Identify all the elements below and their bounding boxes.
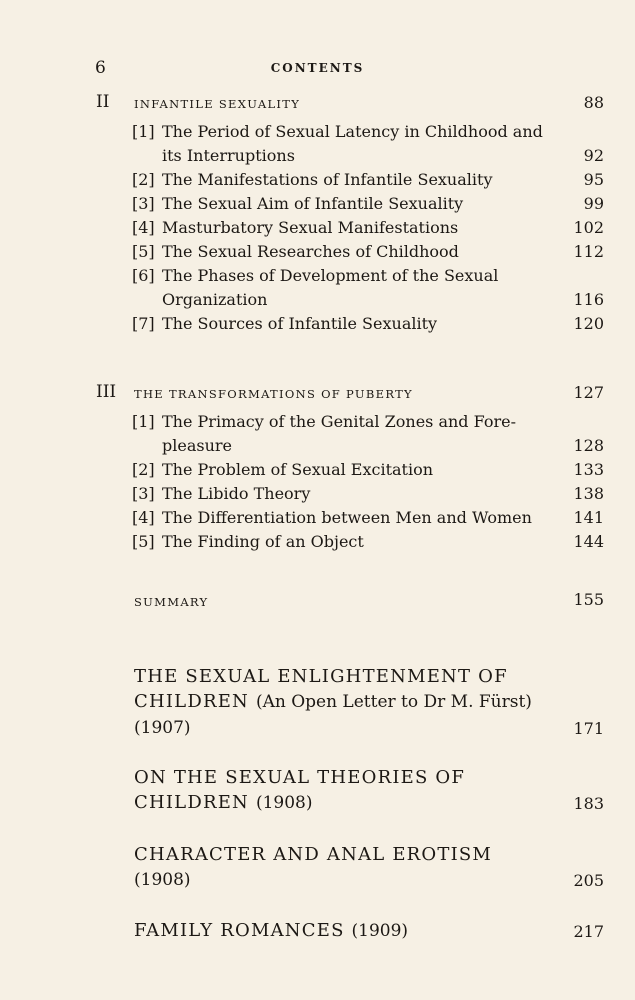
- part-page: 88: [583, 93, 604, 112]
- summary-entry: [134, 590, 604, 614]
- entry-title: Masturbatory Sexual Manifestations: [162, 218, 459, 237]
- entry-number: [5]: [132, 532, 155, 551]
- entry-page: 102: [573, 218, 604, 237]
- work-entry: [134, 664, 604, 741]
- toc-entry: [96, 168, 604, 192]
- work-subtitle: (1908): [255, 793, 313, 813]
- work-title: FAMILY ROMANCES: [134, 920, 345, 941]
- part-iii-entries: [96, 410, 604, 554]
- entry-page: 112: [573, 242, 604, 261]
- entry-number: [4]: [132, 508, 155, 527]
- entry-title: The Finding of an Object: [162, 532, 364, 551]
- toc-entry: [96, 506, 604, 530]
- part-ii-entries: [96, 120, 604, 336]
- page-number: 6: [95, 58, 106, 78]
- toc-entry: [96, 216, 604, 240]
- part-numeral: III: [96, 382, 117, 402]
- entry-number: [2]: [132, 170, 155, 189]
- entry-title: The Libido Theory: [162, 484, 311, 503]
- entry-title: The Sources of Infantile Sexuality: [162, 314, 438, 333]
- part-numeral: II: [96, 92, 110, 112]
- entry-number: [3]: [132, 194, 155, 213]
- entry-title: The Differentiation between Men and Women: [162, 508, 532, 527]
- part-heading: [96, 92, 604, 118]
- entry-title: The Manifestations of Infantile Sexuality: [162, 170, 493, 189]
- entry-number: [6]: [132, 266, 155, 285]
- work-subtitle: (1909): [351, 921, 409, 941]
- entry-page: 99: [583, 194, 604, 213]
- entry-page: 92: [583, 146, 604, 165]
- entry-title: The Problem of Sexual Excitation: [162, 460, 434, 479]
- work-subtitle: (An Open Letter to Dr M. Fürst) (1907): [134, 692, 532, 738]
- entry-number: [5]: [132, 242, 155, 261]
- work-page: 205: [573, 871, 604, 890]
- entry-page: 116: [573, 290, 604, 309]
- entry-number: [1]: [132, 412, 155, 431]
- toc-entry: [96, 530, 604, 554]
- work-page: 171: [573, 719, 604, 738]
- part-iii-section: [96, 382, 604, 554]
- work-page: 183: [573, 794, 604, 813]
- toc-entry: [96, 264, 604, 312]
- toc-entry: [96, 120, 604, 168]
- work-entry: [134, 765, 604, 816]
- entry-title: The Sexual Aim of Infantile Sexuality: [162, 194, 464, 213]
- entry-page: 95: [583, 170, 604, 189]
- part-page: 127: [573, 383, 604, 402]
- entry-title: The Primacy of the Genital Zones and Fore-pleasure: [162, 412, 517, 455]
- page-title: CONTENTS: [270, 61, 365, 75]
- work-title: THE SEXUAL ENLIGHTENMENT OF CHILDREN: [134, 666, 508, 712]
- work-entry: [134, 918, 604, 944]
- summary-title: SUMMARY: [134, 595, 209, 609]
- part-title: THE TRANSFORMATIONS OF PUBERTY: [134, 387, 413, 401]
- entry-page: 120: [573, 314, 604, 333]
- work-title: ON THE SEXUAL THEORIES OF CHILDREN: [134, 767, 466, 813]
- entry-number: [7]: [132, 314, 155, 333]
- part-heading: [96, 382, 604, 408]
- entry-page: 144: [573, 532, 604, 551]
- toc-entry: [96, 410, 604, 458]
- toc-entry: [96, 192, 604, 216]
- entry-number: [1]: [132, 122, 155, 141]
- work-title: CHARACTER AND ANAL EROTISM: [134, 844, 493, 865]
- entry-number: [2]: [132, 460, 155, 479]
- entry-number: [3]: [132, 484, 155, 503]
- entry-page: 133: [573, 460, 604, 479]
- entry-page: 141: [573, 508, 604, 527]
- part-title: INFANTILE SEXUALITY: [134, 97, 301, 111]
- toc-entry: [96, 458, 604, 482]
- toc-entry: [96, 240, 604, 264]
- entry-page: 128: [573, 436, 604, 455]
- work-subtitle: (1908): [134, 870, 191, 890]
- toc-entry: [96, 482, 604, 506]
- entry-title: The Period of Sexual Latency in Childhood and its Interruptions: [162, 122, 543, 165]
- entry-number: [4]: [132, 218, 155, 237]
- toc-entry: [96, 312, 604, 336]
- entry-title: The Phases of Development of the Sexual Organization: [162, 266, 499, 309]
- summary-page: 155: [573, 590, 604, 609]
- entry-title: The Sexual Researches of Childhood: [162, 242, 459, 261]
- page-header: [0, 58, 635, 80]
- work-entry: [134, 842, 604, 893]
- part-ii-section: [96, 92, 604, 336]
- entry-page: 138: [573, 484, 604, 503]
- work-page: 217: [573, 922, 604, 941]
